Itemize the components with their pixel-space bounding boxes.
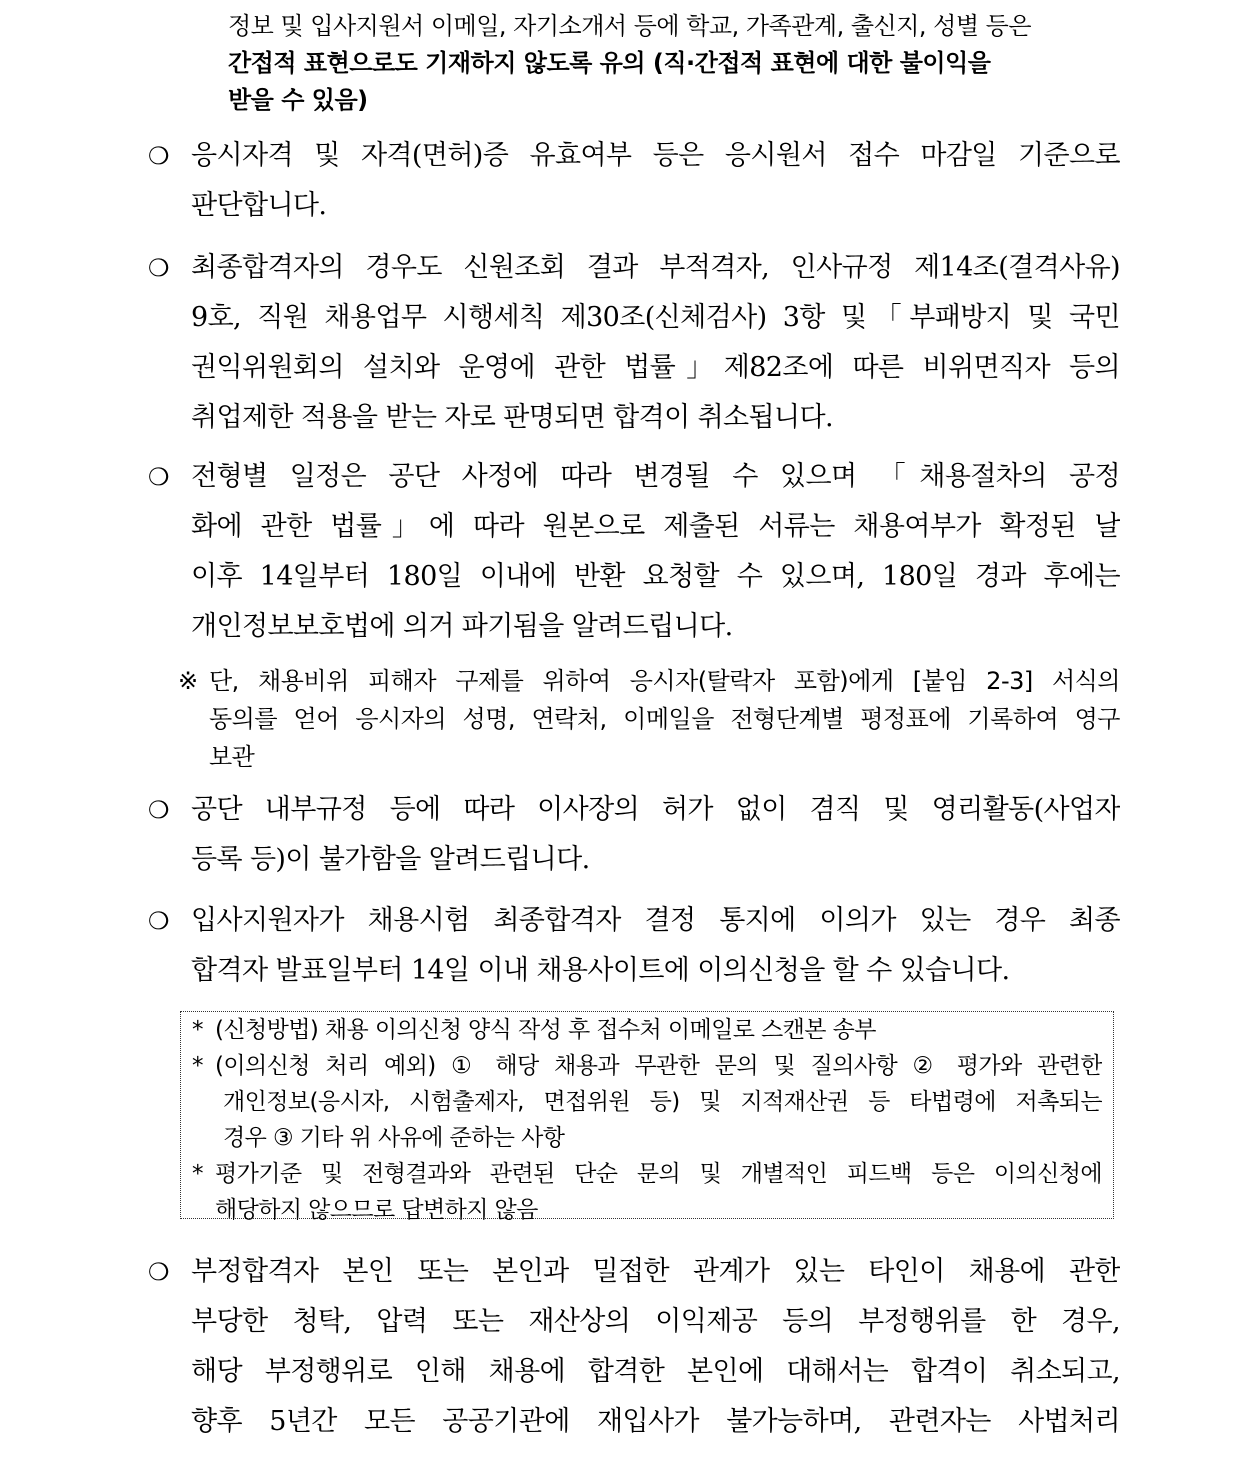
paragraph-line: 개인정보보호법에 의거 파기됨을 알려드립니다.	[191, 611, 733, 642]
bullet-side-job-restriction	[148, 785, 1120, 885]
note-line: 평가기준 및 전형결과와 관련된 단순 문의 및 개별적인 피드백 등은 이의신청에	[215, 1161, 1102, 1187]
bullet-marker: ❍	[148, 463, 170, 491]
objection-note-box	[180, 1011, 1114, 1223]
paragraph-line: 이후 14일부터 180일 이내에 반환 요청할 수 있으며, 180일 경과 후에는	[191, 561, 1120, 592]
paragraph-line: 합격자 발표일부터 14일 이내 채용사이트에 이의신청을 할 수 있습니다.	[191, 955, 1010, 986]
paragraph-line: 향후 5년간 모든 공공기관에 재입사가 불가능하며, 관련자는 사법처리	[191, 1406, 1120, 1437]
note-item	[192, 1156, 1102, 1228]
paragraph-line: 전형별 일정은 공단 사정에 따라 변경될 수 있으며 「채용절차의 공정	[191, 461, 1120, 492]
bullet-marker: ❍	[148, 907, 170, 935]
top-note-bold-line: 간접적 표현으로도 기재하지 않도록 유의 (직·간접적 표현에 대한 불이익을	[228, 49, 991, 77]
reference-note-line: 단, 채용비위 피해자 구제를 위하여 응시자(탈락자 포함)에게 [붙임 2-3] 서식의	[209, 667, 1120, 695]
note-item	[192, 1012, 1102, 1048]
note-asterisk: *	[192, 1161, 204, 1187]
paragraph-line: 화에 관한 법률」에 따라 원본으로 제출된 서류는 채용여부가 확정된 날	[191, 511, 1120, 542]
paragraph-line: 권익위원회의 설치와 운영에 관한 법률」제82조에 따른 비위면직자 등의	[191, 352, 1120, 383]
bullet-marker: ❍	[148, 254, 170, 282]
note-line: 해당하지 않으므로 답변하지 않음	[215, 1197, 538, 1223]
paragraph-line: 최종합격자의 경우도 신원조회 결과 부적격자, 인사규정 제14조(결격사유)	[191, 252, 1120, 283]
bullet-fraudulent-pass	[148, 1247, 1120, 1447]
paragraph-line: 부당한 청탁, 압력 또는 재산상의 이익제공 등의 부정행위를 한 경우,	[191, 1306, 1120, 1337]
note-line: (신청방법) 채용 이의신청 양식 작성 후 접수처 이메일로 스캔본 송부	[215, 1017, 876, 1043]
bullet-marker: ❍	[148, 796, 170, 824]
note-asterisk: *	[192, 1053, 204, 1079]
bullet-final-pass-cancellation	[148, 243, 1120, 443]
paragraph-line: 공단 내부규정 등에 따라 이사장의 허가 없이 겸직 및 영리활동(사업자	[191, 794, 1120, 825]
bullet-eligibility-basis	[148, 131, 1120, 231]
bullet-objection-filing	[148, 896, 1120, 996]
paragraph-line: 등록 등)이 불가함을 알려드립니다.	[191, 844, 590, 875]
paragraph-line: 9호, 직원 채용업무 시행세칙 제30조(신체검사) 3항 및「부패방지 및 국민	[191, 302, 1120, 333]
top-note-bold-line: 받을 수 있음)	[228, 86, 368, 114]
reference-note-line: 보관	[209, 743, 255, 771]
bullet-schedule-documents	[148, 452, 1120, 652]
top-note	[228, 8, 1120, 119]
note-item	[192, 1048, 1102, 1156]
bullet-marker: ❍	[148, 142, 170, 170]
paragraph-line: 부정합격자 본인 또는 본인과 밀접한 관계가 있는 타인이 채용에 관한	[191, 1256, 1120, 1287]
paragraph-line: 입사지원자가 채용시험 최종합격자 결정 통지에 이의가 있는 경우 최종	[191, 905, 1120, 936]
note-line: 개인정보(응시자, 시험출제자, 면접위원 등) 및 지적재산권 등 타법령에 저촉되는	[223, 1089, 1102, 1115]
bullet-marker: ❍	[148, 1258, 170, 1286]
paragraph-line: 취업제한 적용을 받는 자로 판명되면 합격이 취소됩니다.	[191, 402, 833, 433]
paragraph-line: 응시자격 및 자격(면허)증 유효여부 등은 응시원서 접수 마감일 기준으로	[191, 140, 1120, 171]
note-line: (이의신청 처리 예외) ① 해당 채용과 무관한 문의 및 질의사항 ② 평가와 관련한	[215, 1053, 1102, 1079]
note-asterisk: *	[192, 1017, 204, 1043]
note-line: 경우 ③ 기타 위 사유에 준하는 사항	[223, 1125, 565, 1151]
reference-note-line: 동의를 얻어 응시자의 성명, 연락처, 이메일을 전형단계별 평정표에 기록하여 영구	[209, 705, 1120, 733]
reference-mark: ※	[178, 667, 199, 695]
paragraph-line: 판단합니다.	[191, 190, 327, 221]
reference-note	[178, 662, 1120, 776]
paragraph-line: 해당 부정행위로 인해 채용에 합격한 본인에 대해서는 합격이 취소되고,	[191, 1356, 1120, 1387]
top-note-line: 정보 및 입사지원서 이메일, 자기소개서 등에 학교, 가족관계, 출신지, 성별 등은	[228, 12, 1032, 40]
